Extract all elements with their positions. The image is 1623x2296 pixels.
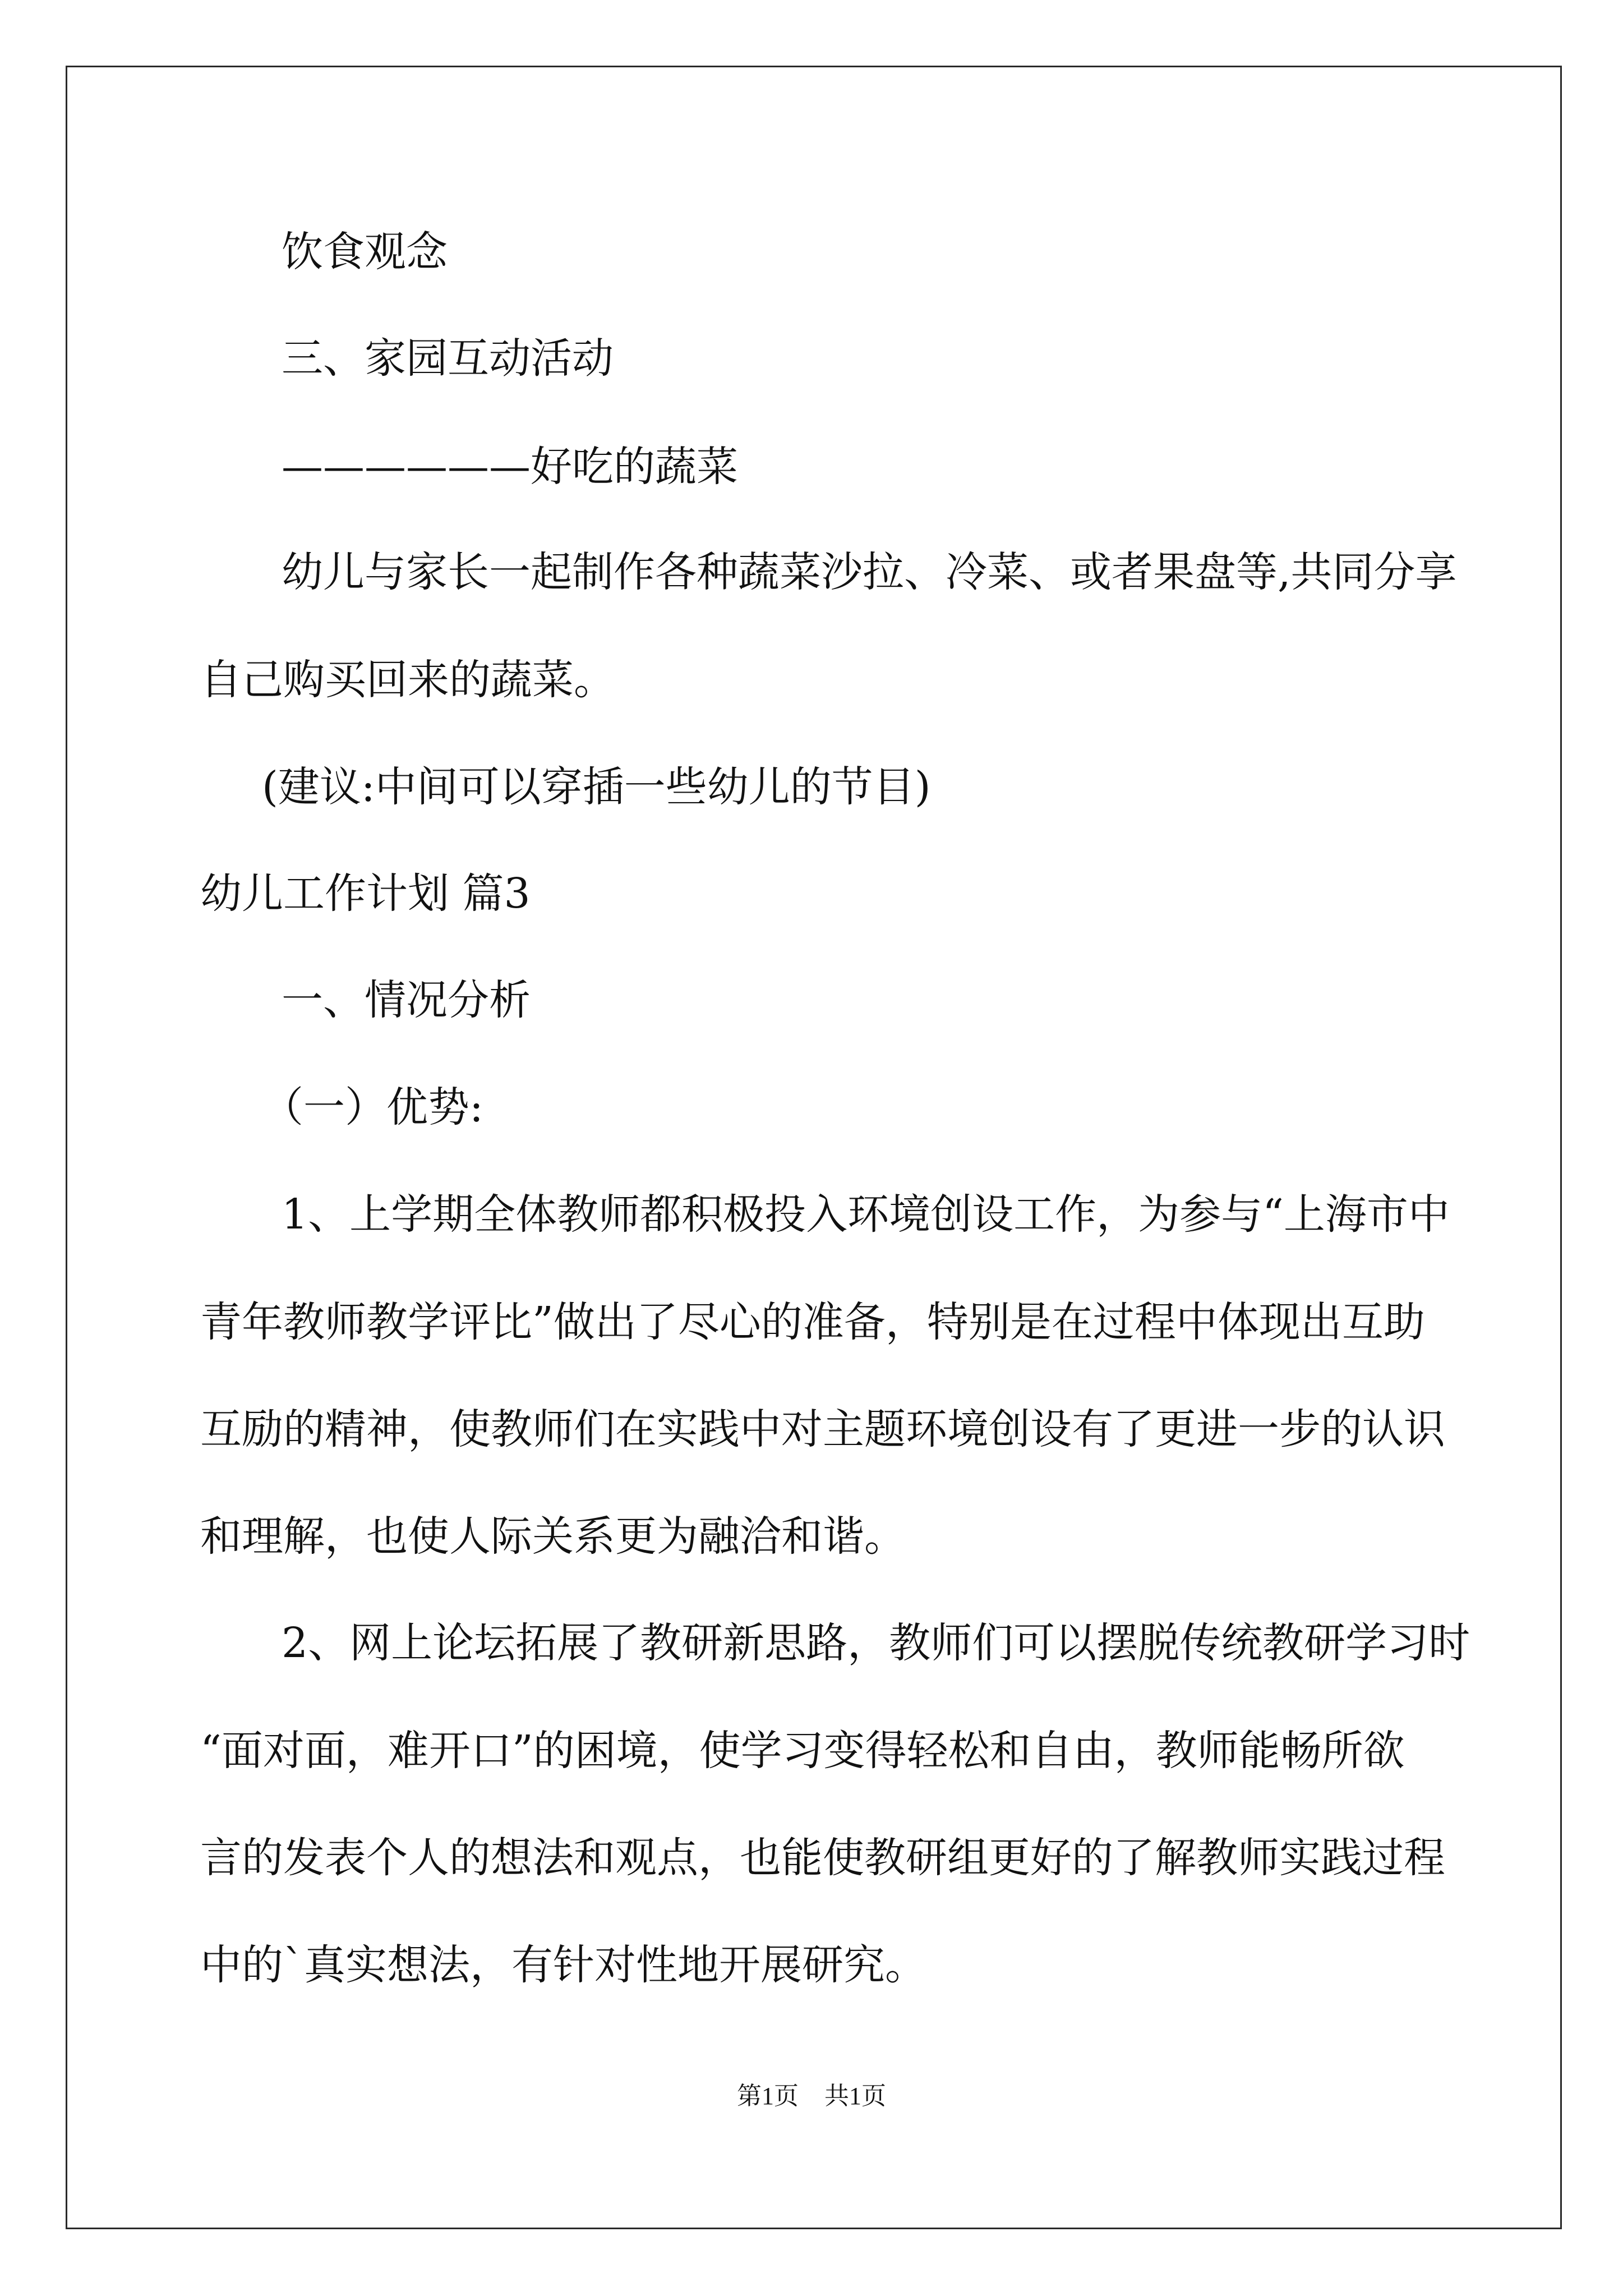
paragraph-line: 2、网上论坛拓展了教研新思路，教师们可以摆脱传统教研学习时 bbox=[282, 1619, 1470, 1667]
activity-title: ——————好吃的蔬菜 bbox=[282, 443, 738, 491]
paragraph-line: 中的`真实想法，有针对性地开展研究。 bbox=[200, 1941, 926, 1989]
subsection-heading: （一）优势: bbox=[262, 1083, 483, 1131]
page-footer bbox=[0, 2084, 1623, 2109]
paragraph-line: 青年教师教学评比”做出了尽心的准备，特别是在过程中体现出互助 bbox=[200, 1298, 1425, 1346]
page-number-total: 共1页 bbox=[824, 2082, 886, 2110]
note-line: (建议:中间可以穿插一些幼儿的节目) bbox=[262, 763, 931, 811]
section-heading: 一、情况分析 bbox=[282, 976, 531, 1024]
paragraph-line: 自己购买回来的蔬菜。 bbox=[200, 656, 615, 704]
page-border bbox=[66, 66, 1562, 2229]
paragraph-line: 互励的精神，使教师们在实践中对主题环境创设有了更进一步的认识 bbox=[200, 1405, 1445, 1453]
chapter-title: 幼儿工作计划 篇3 bbox=[200, 869, 531, 918]
paragraph-line: 1、上学期全体教师都积极投入环境创设工作，为参与“上海市中 bbox=[282, 1190, 1450, 1239]
paragraph-line: 言的发表个人的想法和观点，也能使教研组更好的了解教师实践过程 bbox=[200, 1834, 1445, 1882]
text-line: 饮食观念 bbox=[282, 228, 448, 276]
paragraph-line: “面对面，难开口”的困境，使学习变得轻松和自由，教师能畅所欲 bbox=[200, 1727, 1405, 1775]
paragraph-line: 和理解，也使人际关系更为融洽和谐。 bbox=[200, 1512, 906, 1561]
section-heading: 三、家园互动活动 bbox=[282, 334, 614, 383]
paragraph-line: 幼儿与家长一起制作各种蔬菜沙拉、冷菜、或者果盘等,共同分享 bbox=[282, 548, 1457, 596]
page-number-current: 第1页 bbox=[737, 2082, 799, 2110]
